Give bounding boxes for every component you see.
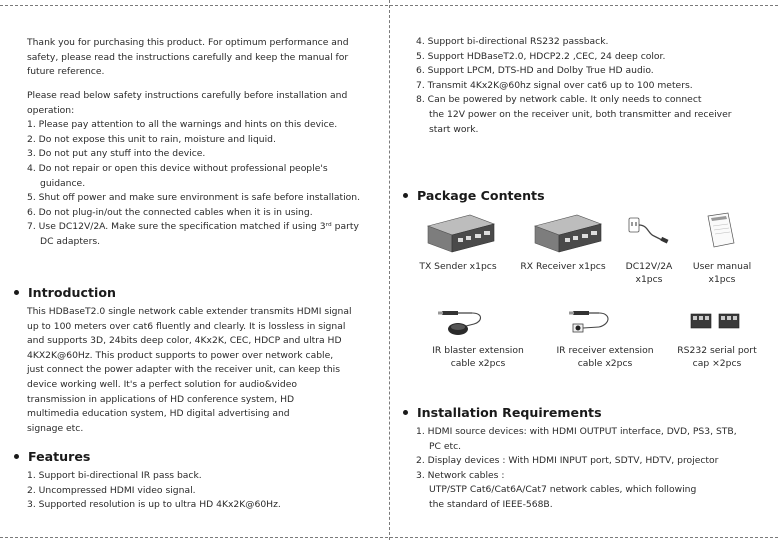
package-contents-heading (403, 188, 545, 203)
package-item-tx-sender (420, 210, 500, 290)
bullet-icon (14, 454, 19, 459)
package-label (423, 345, 533, 370)
user-manual-icon (690, 210, 754, 258)
package-item-ir-blaster-cable (428, 302, 528, 372)
text-line: device working well. It's a perfect solution for audio&video (27, 378, 297, 390)
features-heading (14, 449, 90, 464)
text-line: up to 100 meters over cat6 fluently and clearly. It is lossless in signal (27, 320, 346, 332)
text-line: signage etc. (27, 422, 84, 434)
package-item-rx-receiver (522, 210, 612, 290)
feature-item-4: 4. Support bi-directional RS232 passback. (416, 36, 609, 47)
feature-item-8-cont: start work. (429, 123, 479, 135)
text-line: This HDBaseT2.0 single network cable extender transmits HDMI signal (27, 306, 352, 317)
feature-item-6: 6. Support LPCM, DTS-HD and Dolby True HD audio. (416, 65, 654, 77)
heading-text: Features (28, 449, 91, 464)
safety-item-5: 5. Shut off power and make sure environment is safe before installation. (27, 192, 361, 204)
label-line: IR receiver extension (556, 345, 654, 356)
bullet-icon (403, 193, 408, 198)
features-list-continued (416, 35, 732, 137)
bullet-icon (14, 290, 19, 295)
installation-list (416, 425, 737, 513)
text-line: and supports 3D, 24bits deep color, 4Kx2K, CEC, HDCP and ultra HD (27, 335, 342, 347)
text-line: Thank you for purchasing this product. For optimum performance and (27, 37, 349, 48)
heading-text: Introduction (28, 285, 116, 300)
installation-item-3-cont: the standard of IEEE-568B. (429, 498, 553, 510)
package-label (550, 345, 660, 370)
label-line: cap ×2pcs (692, 357, 742, 369)
installation-item-1-cont: PC etc. (429, 440, 462, 452)
label-line: RS232 serial port (677, 345, 757, 356)
safety-item-4: 4. Do not repair or open this device without professional people's (27, 162, 328, 174)
installation-item-3: 3. Network cables : (416, 469, 505, 481)
label-line: DC12V/2A (625, 261, 673, 272)
feature-item-8-cont: the 12V power on the receiver unit, both transmitter and receiver (429, 108, 732, 120)
package-item-user-manual (690, 210, 754, 290)
installation-item-1: 1. HDMI source devices: with HDMI OUTPUT interface, DVD, PS3, STB, (416, 426, 737, 437)
package-item-rs232-cap (672, 302, 762, 372)
safety-item-3: 3. Do not put any stuff into the device. (27, 148, 206, 160)
welcome-paragraph (27, 36, 349, 80)
package-label (418, 261, 498, 274)
installation-item-3-cont: UTP/STP Cat6/Cat6A/Cat7 network cables, which following (429, 484, 697, 496)
package-label (614, 261, 684, 286)
safety-item-2: 2. Do not expose this unit to rain, moisture and liquid. (27, 133, 276, 145)
rs232-port-cap-icon (672, 302, 762, 342)
package-label (518, 261, 608, 274)
label-line: x1pcs (635, 273, 663, 285)
power-adapter-icon (620, 210, 678, 258)
safety-item-6: 6. Do not plug-in/out the connected cables when it is in using. (27, 206, 313, 218)
feature-item-7: 7. Transmit 4Kx2K@60hz signal over cat6 up to 100 meters. (416, 79, 693, 91)
label-line: User manual (692, 261, 752, 272)
ir-blaster-cable-icon (428, 302, 528, 342)
safety-item-1: 1. Please pay attention to all the warnings and hints on this device. (27, 119, 338, 131)
installation-requirements-heading (403, 405, 602, 420)
safety-item-7-cont: DC adapters. (40, 235, 101, 247)
package-label (687, 261, 757, 286)
label-line: cable x2pcs (450, 357, 506, 369)
label-line: RX Receiver x1pcs (520, 261, 606, 272)
feature-item-8: 8. Can be powered by network cable. It only needs to connect (416, 94, 702, 106)
rx-receiver-icon (527, 210, 607, 258)
text-line: just connect the power adapter with the receiver unit, can keep this (27, 364, 340, 376)
label-line: TX Sender x1pcs (419, 261, 497, 272)
label-line: cable x2pcs (577, 357, 633, 369)
installation-item-2: 2. Display devices : With HDMI INPUT port, SDTV, HDTV, projector (416, 455, 719, 467)
text-line: safety, please read the instructions carefully and keep the manual for (27, 51, 349, 63)
features-list (27, 469, 281, 513)
introduction-paragraph (27, 305, 352, 436)
text-line: operation: (27, 104, 75, 116)
text-line: future reference. (27, 66, 105, 78)
text-line: Please read below safety instructions carefully before installation and (27, 90, 348, 101)
safety-item-7: 7. Use DC12V/2A. Make sure the specification matched if using 3ʳᵈ party (27, 221, 359, 233)
ir-receiver-cable-icon (555, 302, 655, 342)
heading-text: Package Contents (417, 188, 545, 203)
feature-item-2: 2. Uncompressed HDMI video signal. (27, 484, 196, 496)
package-item-power-adapter (620, 210, 678, 290)
bullet-icon (403, 410, 408, 415)
feature-item-3: 3. Supported resolution is up to ultra HD 4Kx2K@60Hz. (27, 499, 281, 511)
label-line: x1pcs (708, 273, 736, 285)
feature-item-1: 1. Support bi-directional IR pass back. (27, 470, 202, 481)
safety-item-4-cont: guidance. (40, 177, 86, 189)
text-line: multimedia education system, HD digital advertising and (27, 408, 290, 420)
safety-section (27, 89, 360, 250)
feature-item-5: 5. Support HDBaseT2.0, HDCP2.2 ,CEC, 24 deep color. (416, 50, 666, 62)
page-divider (389, 0, 390, 540)
tx-sender-icon (420, 210, 500, 258)
label-line: IR blaster extension (432, 345, 524, 356)
package-label (667, 345, 767, 370)
package-item-ir-receiver-cable (555, 302, 655, 372)
text-line: transmission in applications of HD conference system, HD (27, 393, 295, 405)
heading-text: Installation Requirements (417, 405, 602, 420)
introduction-heading (14, 285, 116, 300)
text-line: 4KX2K@60Hz. This product supports to power over network cable, (27, 349, 334, 361)
